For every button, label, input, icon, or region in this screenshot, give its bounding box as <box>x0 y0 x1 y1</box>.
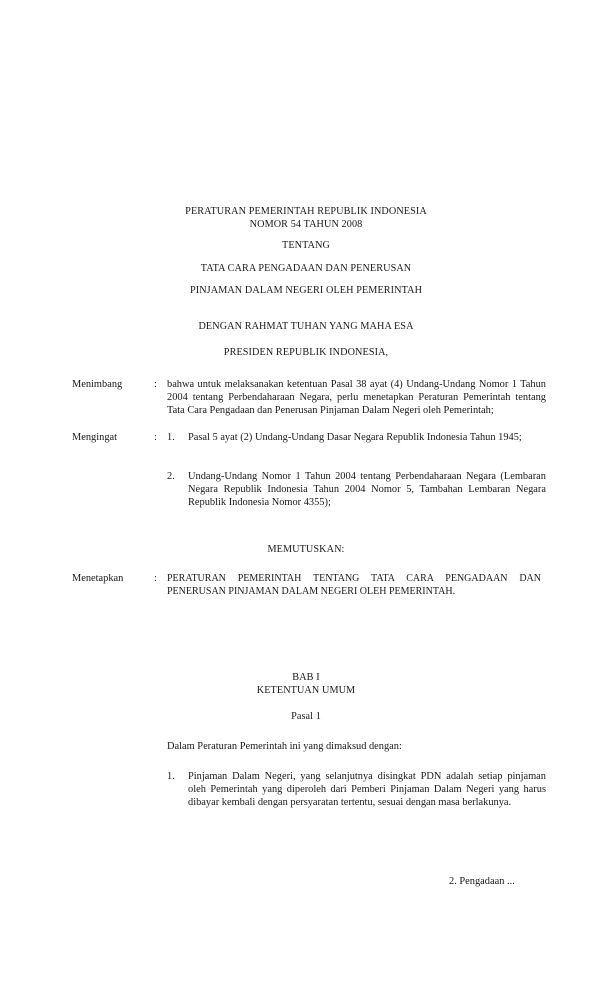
menetapkan-label: Menetapkan <box>72 573 124 584</box>
definitions-intro: Dalam Peraturan Pemerintah ini yang dimaksud dengan: <box>167 741 402 752</box>
regulation-title: PERATURAN PEMERINTAH REPUBLIK INDONESIA <box>185 206 427 217</box>
chapter-title: KETENTUAN UMUM <box>256 685 356 696</box>
menimbang-label: Menimbang <box>72 379 123 390</box>
tentang-heading: TENTANG <box>282 240 330 251</box>
mengingat-label: Mengingat <box>72 432 118 443</box>
mengingat-item-1-number: 1. <box>167 432 175 443</box>
regulation-number: NOMOR 54 TAHUN 2008 <box>249 219 363 230</box>
menetapkan-text: PERATURAN PEMERINTAH TENTANG TATA CARA PENGADAAN DAN PENERUSAN PINJAMAN DALAM NEGERI OLEH PEMERINTAH. <box>167 573 541 597</box>
menetapkan-colon: : <box>154 573 157 584</box>
mengingat-item-2-number: 2. <box>167 471 175 482</box>
chapter-number: BAB I <box>292 672 320 683</box>
menimbang-text: bahwa untuk melaksanakan ketentuan Pasal 38 ayat (4) Undang-Undang Nomor 1 Tahun 2004 tentang Perbendaharaan Negara, perlu menetapkan Peraturan Pemerintah tentang Tata Cara Pengadaan dan Penerusan Pinjaman Dalam Negeri oleh Pemerintah; <box>167 379 546 416</box>
mengingat-item-2-text: Undang-Undang Nomor 1 Tahun 2004 tentang Perbendaharaan Negara (Lembaran Negara Republik Indonesia Tahun 2004 Nomor 5, Tambahan Lembaran Negara Republik Indonesia Nomor 4355); <box>188 471 546 508</box>
definition-1-number: 1. <box>167 771 175 782</box>
mengingat-item-1-text: Pasal 5 ayat (2) Undang-Undang Dasar Negara Republik Indonesia Tahun 1945; <box>188 432 522 443</box>
article-heading: Pasal 1 <box>291 711 321 722</box>
menimbang-colon: : <box>154 379 157 390</box>
mengingat-colon: : <box>154 432 157 443</box>
subject-line-2: PINJAMAN DALAM NEGERI OLEH PEMERINTAH <box>189 285 423 296</box>
memutuskan-heading: MEMUTUSKAN: <box>267 544 345 555</box>
definition-1-text: Pinjaman Dalam Negeri, yang selanjutnya disingkat PDN adalah setiap pinjaman oleh Pemerintah yang diperoleh dari Pemberi Pinjaman Dalam Negeri yang harus dibayar kembali dengan persyaratan tertentu, sesuai dengan masa berlakunya. <box>188 771 546 808</box>
invocation: DENGAN RAHMAT TUHAN YANG MAHA ESA <box>198 321 414 332</box>
president-heading: PRESIDEN REPUBLIK INDONESIA, <box>223 347 389 358</box>
subject-line-1: TATA CARA PENGADAAN DAN PENERUSAN <box>200 263 412 274</box>
page-continuation-marker: 2. Pengadaan ... <box>449 876 515 887</box>
